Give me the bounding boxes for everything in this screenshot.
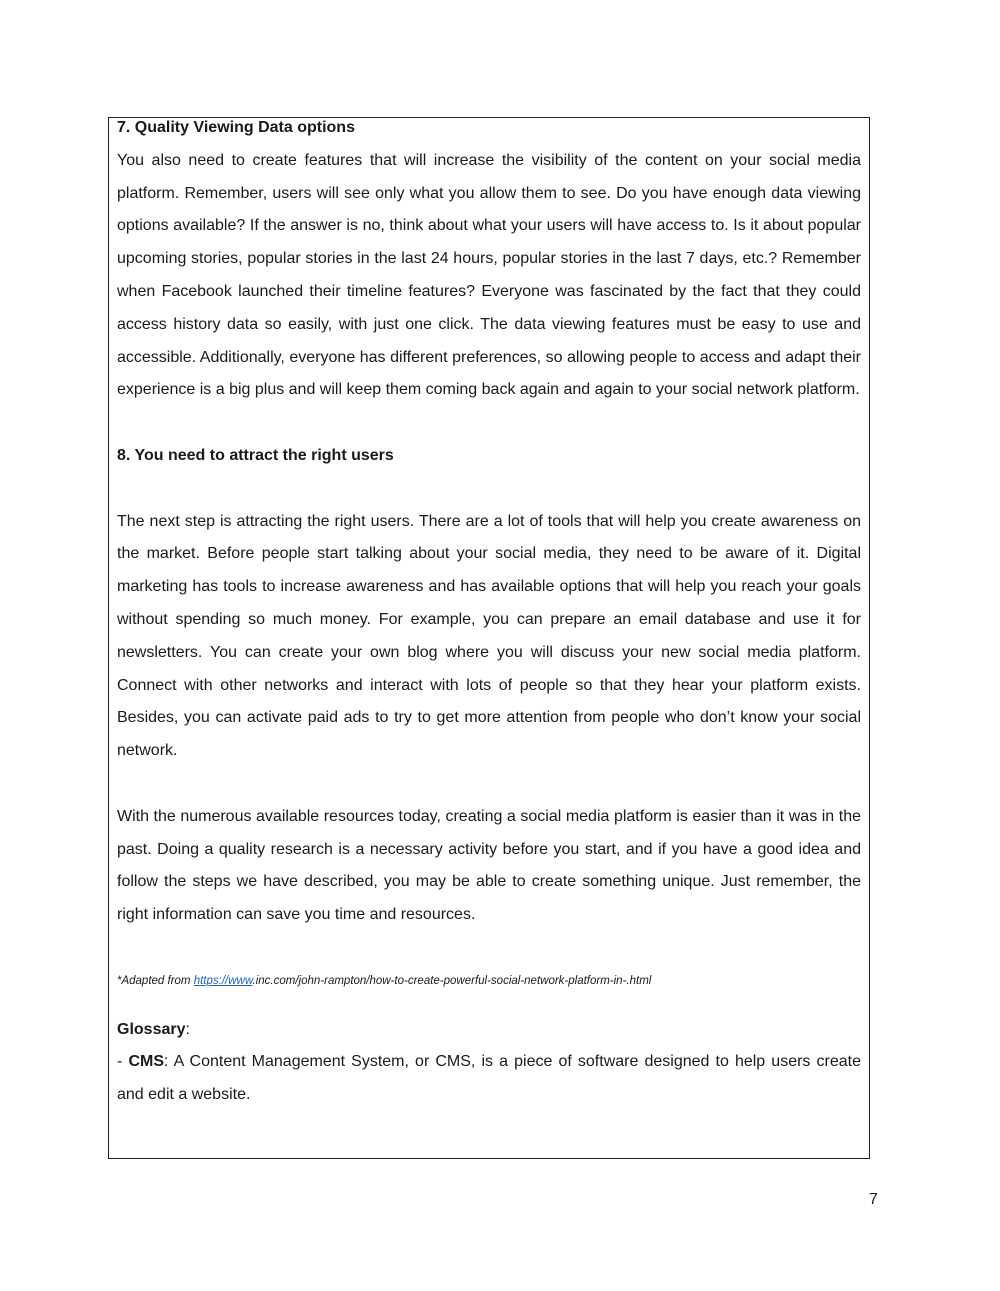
- glossary-dash: -: [117, 1053, 129, 1071]
- section-8-heading: 8. You need to attract the right users: [117, 446, 394, 464]
- spacer: [117, 407, 861, 440]
- source-citation: [117, 965, 861, 998]
- spacer: [117, 998, 861, 1014]
- spacer: [117, 932, 861, 965]
- section-8-paragraph-1: The next step is attracting the right users. There are a lot of tools that will help you create awareness on the market. Before people start talking about your social media, they need to be aware of it. Digital marketing has tools to increase awareness and has available options that will help you reach your goals without spending so much money. For example, you can prepare an email database and use it for newsletters. You can create your own blog where you will discuss your new social media platform. Connect with other networks and interact with lots of people so that they hear your platform exists. Besides, you can activate paid ads to try to get more attention from people who don’t know your social network.: [117, 512, 861, 760]
- glossary-title-line: [117, 1014, 861, 1047]
- spacer: [117, 473, 861, 506]
- content-box: [117, 112, 861, 1112]
- source-prefix: *Adapted from: [117, 974, 194, 987]
- glossary-title: Glossary: [117, 1020, 186, 1038]
- glossary-term: CMS: [128, 1053, 164, 1071]
- section-7-heading: 7. Quality Viewing Data options: [117, 119, 355, 136]
- source-suffix: .inc.com/john-rampton/how-to-create-powerful-social-network-platform-in-.html: [252, 974, 652, 987]
- section-7-paragraph: You also need to create features that will increase the visibility of the content on your social media platform. Remember, users will see only what you allow them to see. Do you have enough data viewing options available? If the answer is no, think about what your users will have access to. Is it about popular upcoming stories, popular stories in the last 24 hours, popular stories in the last 7 days, etc.? Remember when Facebook launched their timeline features? Everyone was fascinated by the fact that they could access history data so easily, with just one click. The data viewing features must be easy to use and accessible. Additionally, everyone has different preferences, so allowing people to access and adapt their experience is a big plus and will keep them coming back again and again to your social network platform.: [117, 151, 861, 399]
- glossary-definition: : A Content Management System, or CMS, is a piece of software designed to help users create and edit a website.: [117, 1053, 861, 1104]
- glossary-colon: :: [185, 1020, 190, 1038]
- spacer: [117, 768, 861, 801]
- glossary-entry-cms: [117, 1046, 861, 1112]
- source-link[interactable]: https://www: [193, 974, 253, 987]
- section-8-paragraph-2: With the numerous available resources today, creating a social media platform is easier than it was in the past. Doing a quality research is a necessary activity before you start, and if you have a good idea and follow the steps we have described, you may be able to create something unique. Just remember, the right information can save you time and resources.: [117, 807, 861, 924]
- page-number: 7: [869, 1191, 878, 1208]
